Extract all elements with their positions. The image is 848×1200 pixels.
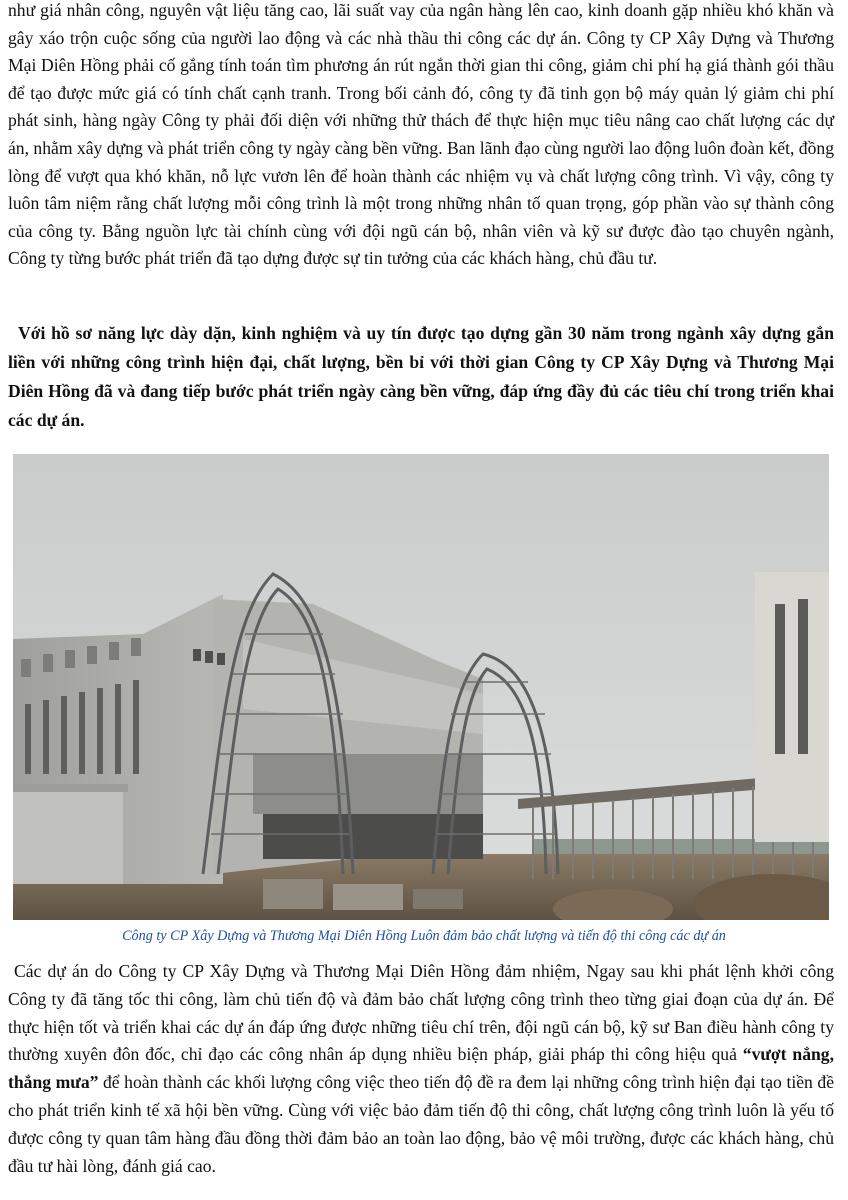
body-paragraph-1: như giá nhân công, nguyên vật liệu tăng cao, lãi suất vay của ngân hàng lên cao, kinh doanh gặp nhiều khó khăn và gây xáo trộn cuộc sống của người lao động và các nhà thầu thi công các dự án. Công ty CP Xây Dựng và Thương Mại Diên Hồng phải cố gắng tính toán tìm phương án rút ngắn thời gian thi công, giảm chi phí hạ giá thành gói thầu để tạo được mức giá có tính chất cạnh tranh. Trong bối cảnh đó, công ty đã tinh gọn bộ máy quản lý giảm chi phí phát sinh, hàng ngày Công ty phải đối diện với những thử thách để thực hiện mục tiêu nâng cao chất lượng các dự án, nhằm xây dựng và phát triển công ty ngày càng bền vững. Ban lãnh đạo cùng người lao động luôn đoàn kết, đồng lòng để vượt qua khó khăn, nỗ lực vươn lên để hoàn thành các nhiệm vụ và chất lượng công trình. Vì vậy, công ty luôn tâm niệm rằng chất lượng mỗi công trình là một trong những nhân tố quan trọng, góp phần vào sự thành công của công ty. Bằng nguồn lực tài chính cùng với đội ngũ cán bộ, nhân viên và kỹ sư được đào tạo chuyên ngành, Công ty từng bước phát triển đã tạo dựng được sự tin tưởng của các khách hàng, chủ đầu tư. bbox=[8, 0, 834, 269]
construction-site-photo bbox=[13, 454, 829, 920]
slogan-bold: “vượt nắng, thắng mưa” bbox=[8, 1044, 834, 1093]
paragraph-3-text-end: để hoàn thành các khối lượng công việc theo tiến độ đề ra đem lại những công trình hiện đại tạo tiền đề cho phát triển kinh tế xã hội bền vững. Cùng với việc bảo đảm tiến độ thi công, chất lượng công trình luôn là yếu tố được công ty quan tâm hàng đầu đồng thời đảm bảo an toàn lao động, bảo vệ môi trường, được các khách hàng, chủ đầu tư hài lòng, đánh giá cao. bbox=[8, 1072, 835, 1176]
figure-caption: Công ty CP Xây Dựng và Thương Mại Diên Hồng Luôn đảm bảo chất lượng và tiến độ thi công các dự án bbox=[122, 928, 726, 944]
body-paragraph-3 bbox=[8, 958, 834, 1180]
body-paragraph-highlight: Với hồ sơ năng lực dày dặn, kinh nghiệm và uy tín được tạo dựng gần 30 năm trong ngành xây dựng gắn liền với những công trình hiện đại, chất lượng, bền bỉ với thời gian Công ty CP Xây Dựng và Thương Mại Diên Hồng đã và đang tiếp bước phát triển ngày càng bền vững, đáp ứng đầy đủ các tiêu chí trong triển khai các dự án. bbox=[8, 323, 834, 430]
paragraph-3-text-start: Các dự án do Công ty CP Xây Dựng và Thương Mại Diên Hồng đảm nhiệm, Ngay sau khi phát lệnh khởi công Công ty đã tăng tốc thi công, làm chủ tiến độ và đảm bảo chất lượng công trình theo từng giai đoạn của dự án. Để thực hiện tốt và triển khai các dự án đáp ứng được những tiêu chí trên, đội ngũ cán bộ, kỹ sư Ban điều hành công ty thường xuyên đôn đốc, chỉ đạo các công nhân áp dụng nhiều biện pháp, giải pháp thi công hiệu quả bbox=[8, 961, 834, 1065]
